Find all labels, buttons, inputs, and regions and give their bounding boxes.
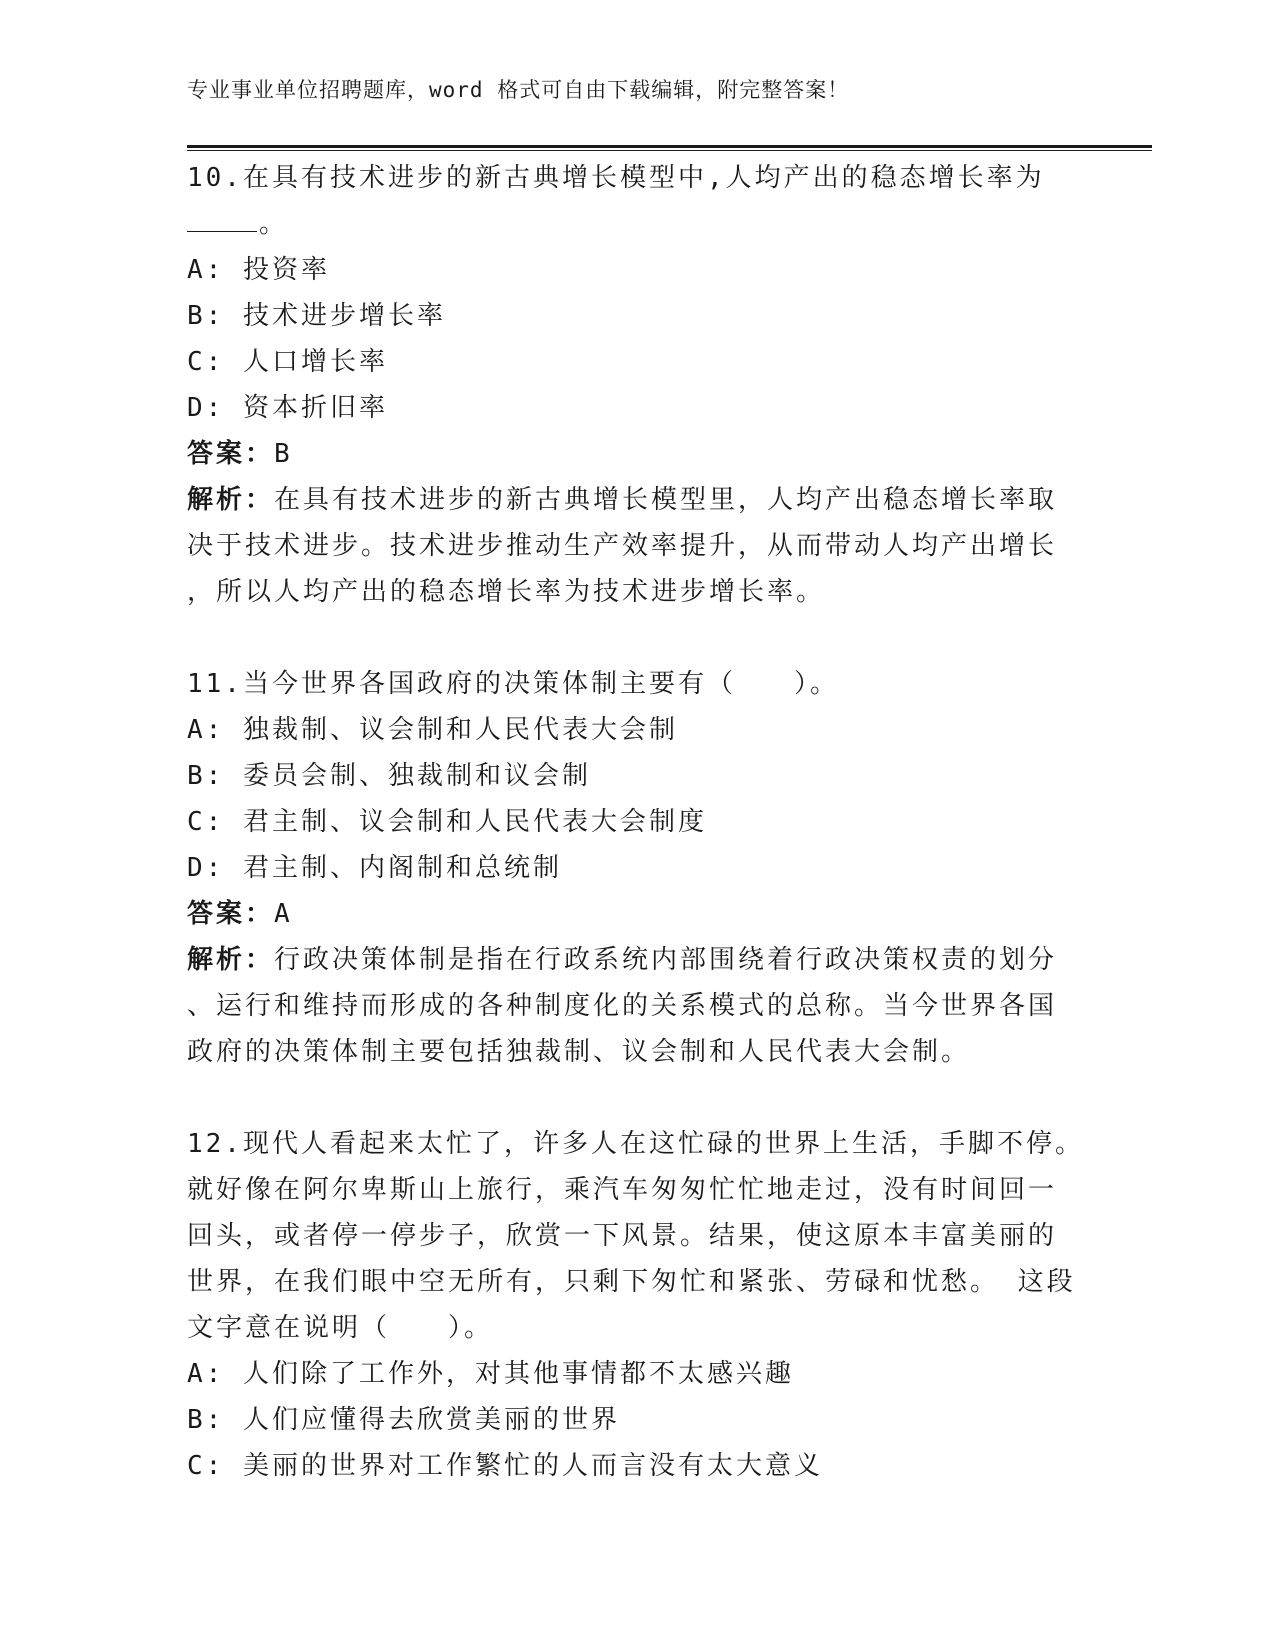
question-stem: 11.当今世界各国政府的决策体制主要有（ ）。 [187,669,839,699]
answer-value: B [274,439,293,469]
question-spacer [187,1075,1087,1121]
question-11 [187,661,1087,1075]
analysis-text: 在具有技术进步的新古典增长模型里，人均产出稳态增长率取 [274,485,1058,515]
option-b: B: 委员会制、独裁制和议会制 [187,761,591,791]
analysis-label: 解析： [187,945,275,975]
option-a: A: 人们除了工作外，对其他事情都不太感兴趣 [187,1359,794,1389]
analysis-line [187,477,1087,523]
option-a: A: 投资率 [187,255,330,285]
answer-line [187,431,1087,477]
option-a: A: 独裁制、议会制和人民代表大会制 [187,715,678,745]
question-stem: 文字意在说明（ ）。 [187,1313,494,1343]
answer-label: 答案： [187,899,275,929]
option-b: B: 技术进步增长率 [187,301,446,331]
analysis-text: 行政决策体制是指在行政系统内部围绕着行政决策权责的划分 [274,945,1058,975]
question-stem: 回头，或者停一停步子，欣赏一下风景。结果，使这原本丰富美丽的 [187,1221,1058,1251]
option-d: D: 君主制、内阁制和总统制 [187,853,562,883]
question-stem: 10.在具有技术进步的新古典增长模型中,人均产出的稳态增长率为 [187,163,1045,193]
header-divider-thick [187,145,1152,148]
question-stem: 12.现代人看起来太忙了，许多人在这忙碌的世界上生活，手脚不停。 [187,1129,1084,1159]
question-blank-line [187,201,1087,247]
question-12 [187,1121,1087,1489]
blank-suffix: 。 [259,209,289,239]
question-stem: 就好像在阿尔卑斯山上旅行，乘汽车匆匆忙忙地走过，没有时间回一 [187,1175,1058,1205]
question-10 [187,155,1087,615]
analysis-line [187,937,1087,983]
option-c: C: 美丽的世界对工作繁忙的人而言没有太大意义 [187,1451,823,1481]
question-stem: 世界，在我们眼中空无所有，只剩下匆忙和紧张、劳碌和忧愁。 这段 [187,1267,1076,1297]
question-content [187,155,1087,1489]
option-c: C: 人口增长率 [187,347,388,377]
analysis-line: ，所以人均产出的稳态增长率为技术进步增长率。 [187,577,826,607]
option-c: C: 君主制、议会制和人民代表大会制度 [187,807,707,837]
analysis-line: 、运行和维持而形成的各种制度化的关系模式的总称。当今世界各国 [187,991,1058,1021]
option-b: B: 人们应懂得去欣赏美丽的世界 [187,1405,620,1435]
question-spacer [187,615,1087,661]
answer-label: 答案： [187,439,275,469]
analysis-line: 决于技术进步。技术进步推动生产效率提升，从而带动人均产出增长 [187,531,1058,561]
header-divider-thin [187,150,1152,151]
answer-line [187,891,1087,937]
option-d: D: 资本折旧率 [187,393,388,423]
analysis-label: 解析： [187,485,275,515]
answer-blank [187,201,257,232]
analysis-line: 政府的决策体制主要包括独裁制、议会制和人民代表大会制。 [187,1037,971,1067]
answer-value: A [274,899,293,929]
page-header: 专业事业单位招聘题库，word 格式可自由下载编辑，附完整答案！ [187,78,850,102]
